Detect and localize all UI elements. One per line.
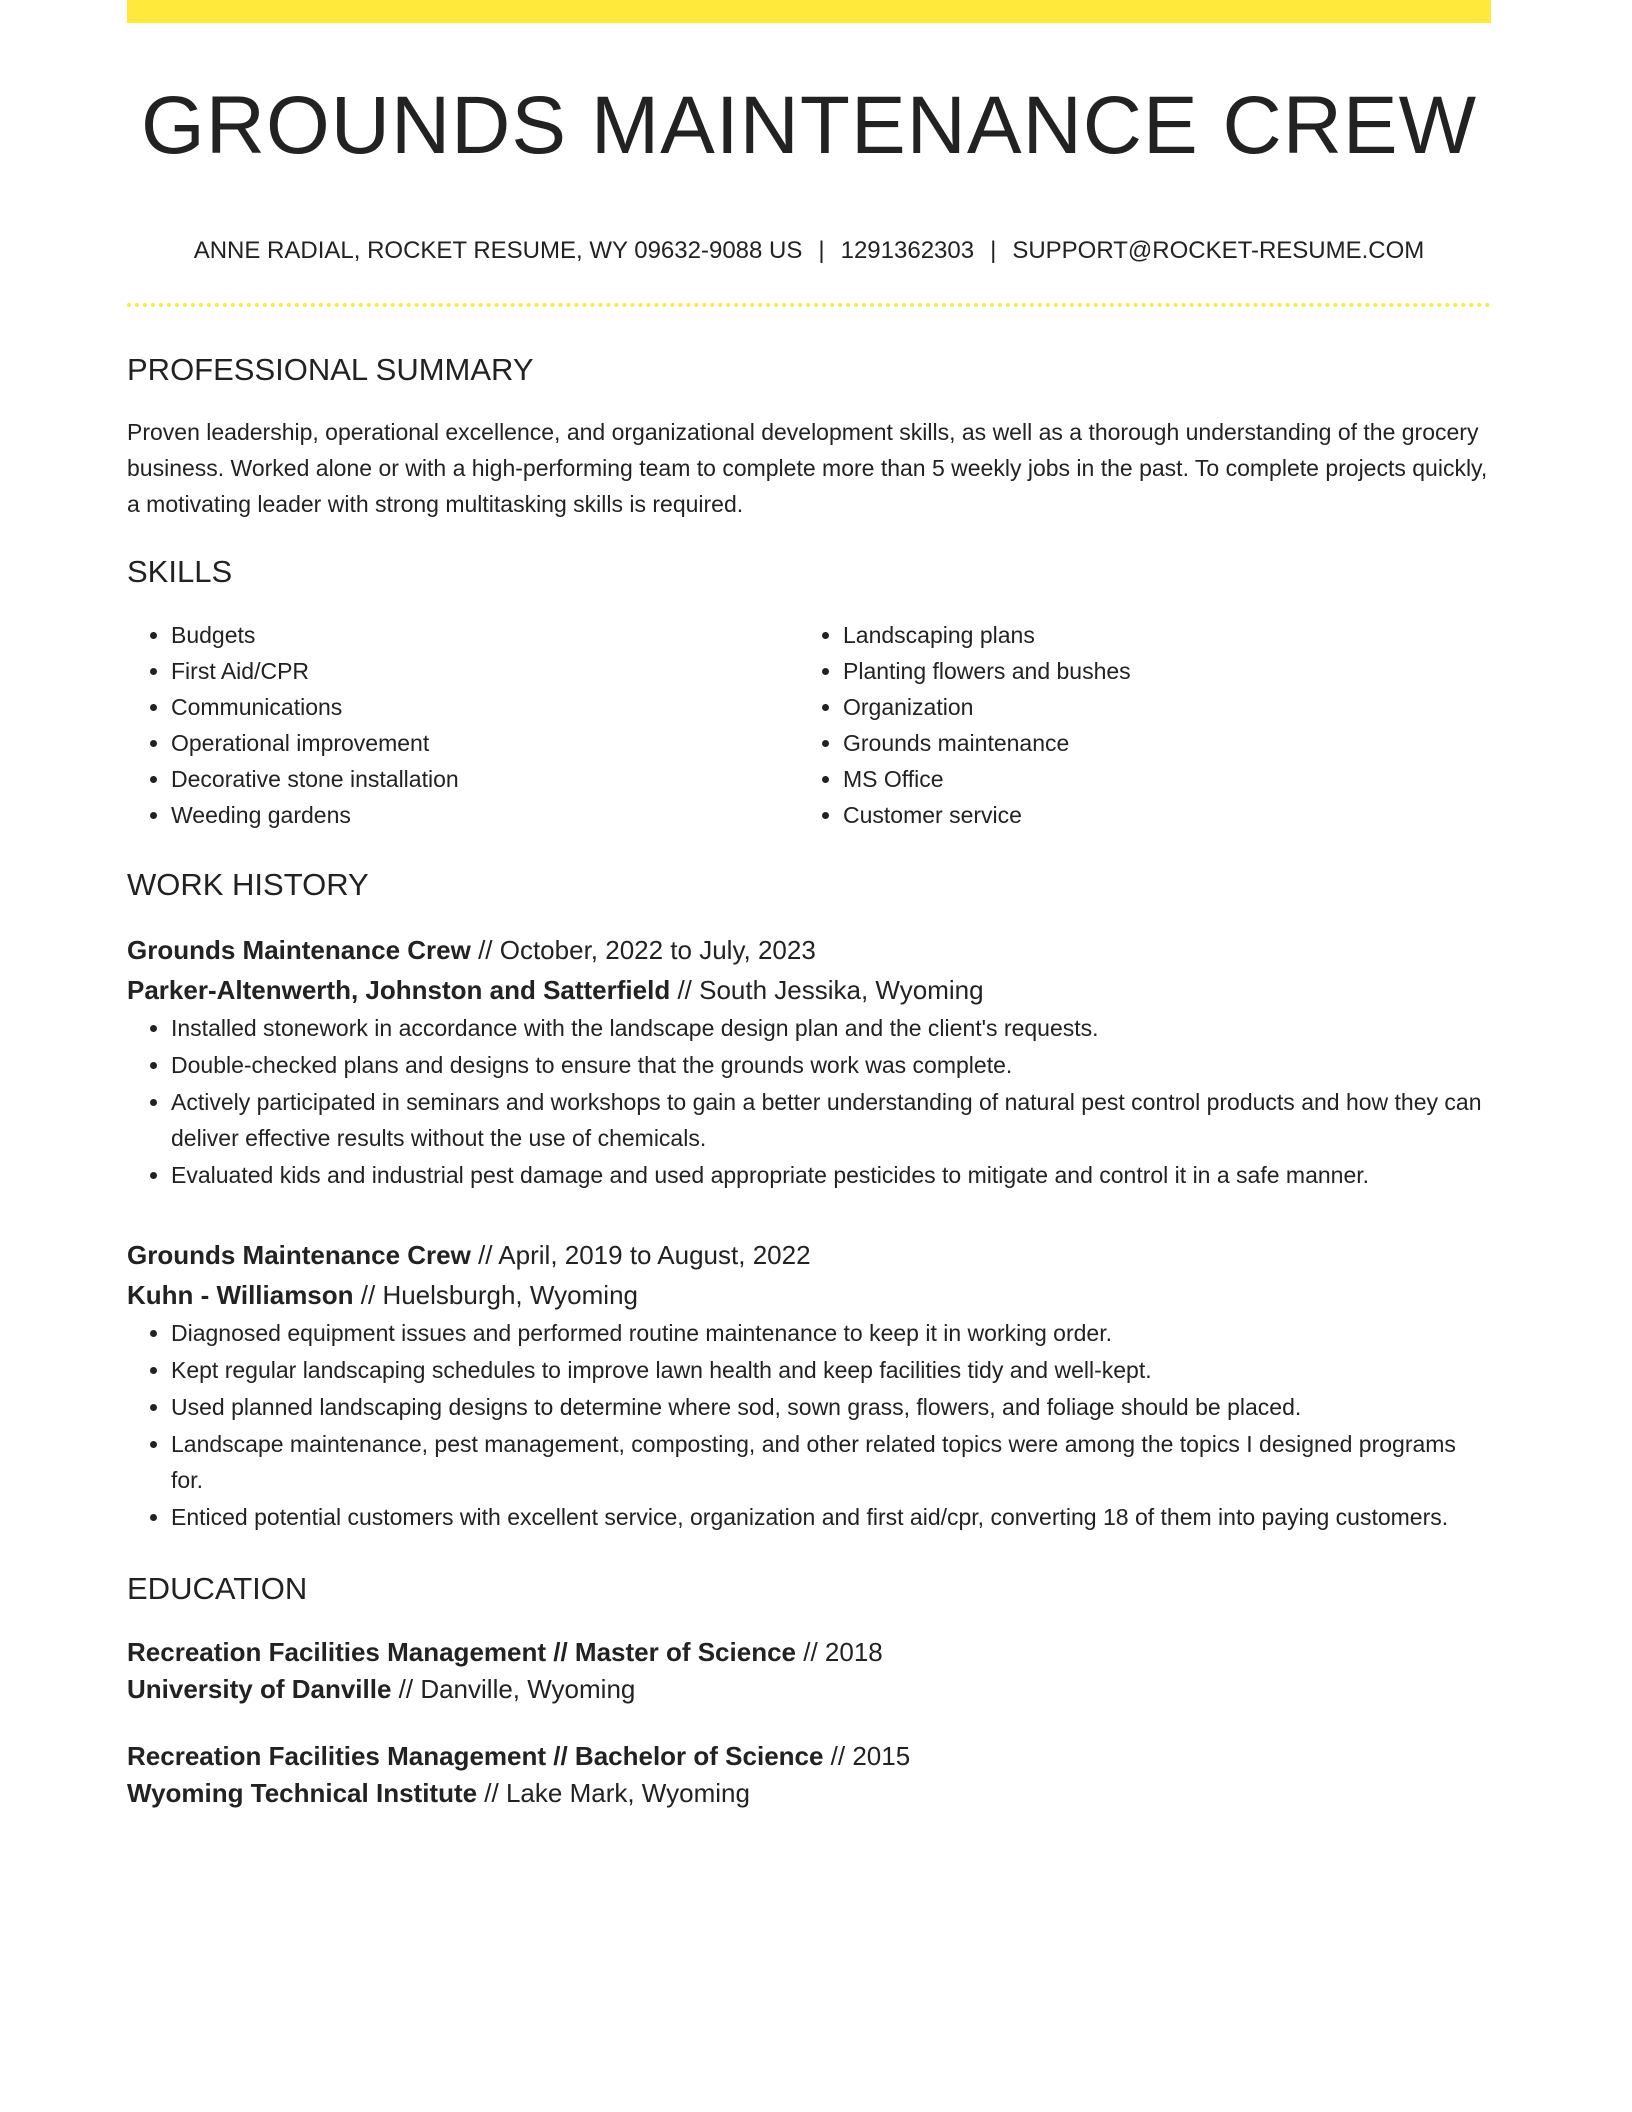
summary-text: Proven leadership, operational excellence, and organizational development skills, as well as a thorough understanding of the grocery business. Worked alone or with a high-performing team to complete more than 5 weekly jobs in the past. To complete projects quickly, a motivating leader with strong multitasking skills is required. [127, 419, 1488, 517]
job-title-line [127, 1235, 1491, 1275]
skills-list-left [127, 617, 799, 833]
skill-item: • Budgets [171, 617, 799, 653]
skill-item: • Landscaping plans [843, 617, 1471, 653]
education-school-line [127, 1671, 1491, 1708]
accent-top-bar [127, 0, 1491, 23]
skills-column-left [127, 617, 799, 833]
job-entry [127, 930, 1491, 1193]
skill-item: • Communications [171, 689, 799, 725]
job-title: Grounds Maintenance Crew [127, 1240, 471, 1270]
skill-item: • Customer service [843, 797, 1471, 833]
education-degree-line [127, 1634, 1491, 1671]
job-company-line [127, 970, 1491, 1010]
job-bullet: • Evaluated kids and industrial pest damage and used appropriate pesticides to mitigate and control it in a safe manner. [171, 1157, 1491, 1193]
skill-item: • First Aid/CPR [171, 653, 799, 689]
skill-item: • Decorative stone installation [171, 761, 799, 797]
education-location: // Danville, Wyoming [391, 1674, 636, 1704]
resume-title: GROUNDS MAINTENANCE CREW [140, 80, 1478, 171]
education-location: // Lake Mark, Wyoming [477, 1778, 750, 1808]
job-dates: // October, 2022 to July, 2023 [470, 935, 816, 965]
skill-item: • Weeding gardens [171, 797, 799, 833]
job-company: Kuhn - Williamson [127, 1280, 354, 1310]
header-divider [127, 303, 1491, 307]
skill-item: • Planting flowers and bushes [843, 653, 1471, 689]
education-degree: Recreation Facilities Management // Master of Science [127, 1637, 797, 1667]
job-bullet: • Enticed potential customers with excellent service, organization and first aid/cpr, converting 18 of them into paying customers. [171, 1499, 1491, 1535]
job-bullets [127, 1315, 1491, 1535]
job-company: Parker-Altenwerth, Johnston and Satterfield [127, 975, 671, 1005]
job-title: Grounds Maintenance Crew [127, 935, 471, 965]
job-bullet: • Installed stonework in accordance with the landscape design plan and the client's requests. [171, 1010, 1491, 1046]
skill-item: • MS Office [843, 761, 1471, 797]
skills-column-right [799, 617, 1471, 833]
job-bullet: • Double-checked plans and designs to ensure that the grounds work was complete. [171, 1047, 1491, 1083]
education-degree: Recreation Facilities Management // Bachelor of Science [127, 1741, 824, 1771]
job-location: // Huelsburgh, Wyoming [353, 1280, 638, 1310]
contact-separator: | [990, 237, 997, 264]
skill-item: • Organization [843, 689, 1471, 725]
education-degree-line [127, 1738, 1491, 1775]
summary-heading: PROFESSIONAL SUMMARY [127, 352, 534, 387]
skill-item: • Operational improvement [171, 725, 799, 761]
education-year: // 2018 [796, 1637, 883, 1667]
job-bullets [127, 1010, 1491, 1193]
resume-page [127, 0, 1491, 1812]
skills-list-right [799, 617, 1471, 833]
education-heading: EDUCATION [127, 1571, 308, 1606]
job-bullet: • Actively participated in seminars and workshops to gain a better understanding of natural pest control products and how they can deliver effective results without the use of chemicals. [171, 1084, 1491, 1156]
contact-separator: | [818, 237, 825, 264]
contact-email[interactable]: SUPPORT@ROCKET-RESUME.COM [1012, 237, 1425, 264]
job-bullet: • Kept regular landscaping schedules to improve lawn health and keep facilities tidy and well-kept. [171, 1352, 1491, 1388]
education-school: Wyoming Technical Institute [127, 1778, 478, 1808]
education-school: University of Danville [127, 1674, 392, 1704]
job-title-line [127, 930, 1491, 970]
education-entry [127, 1738, 1491, 1812]
job-bullet: • Landscape maintenance, pest management, composting, and other related topics were among the topics I designed programs for. [171, 1426, 1491, 1498]
work-history-heading: WORK HISTORY [127, 867, 369, 902]
contact-address: ANNE RADIAL, ROCKET RESUME, WY 09632-9088 US [193, 237, 803, 264]
education-entry [127, 1634, 1491, 1708]
education-year: // 2015 [823, 1741, 911, 1771]
education-school-line [127, 1775, 1491, 1812]
job-dates: // April, 2019 to August, 2022 [470, 1240, 811, 1270]
skill-item: • Grounds maintenance [843, 725, 1471, 761]
contact-phone: 1291362303 [840, 237, 975, 264]
skills-grid [127, 617, 1491, 833]
job-bullet: • Used planned landscaping designs to determine where sod, sown grass, flowers, and foliage should be placed. [171, 1389, 1491, 1425]
job-bullet: • Diagnosed equipment issues and performed routine maintenance to keep it in working order. [171, 1315, 1491, 1351]
skills-heading: SKILLS [127, 554, 233, 589]
job-location: // South Jessika, Wyoming [670, 975, 984, 1005]
job-entry [127, 1235, 1491, 1535]
contact-line [127, 239, 1491, 263]
job-company-line [127, 1275, 1491, 1315]
